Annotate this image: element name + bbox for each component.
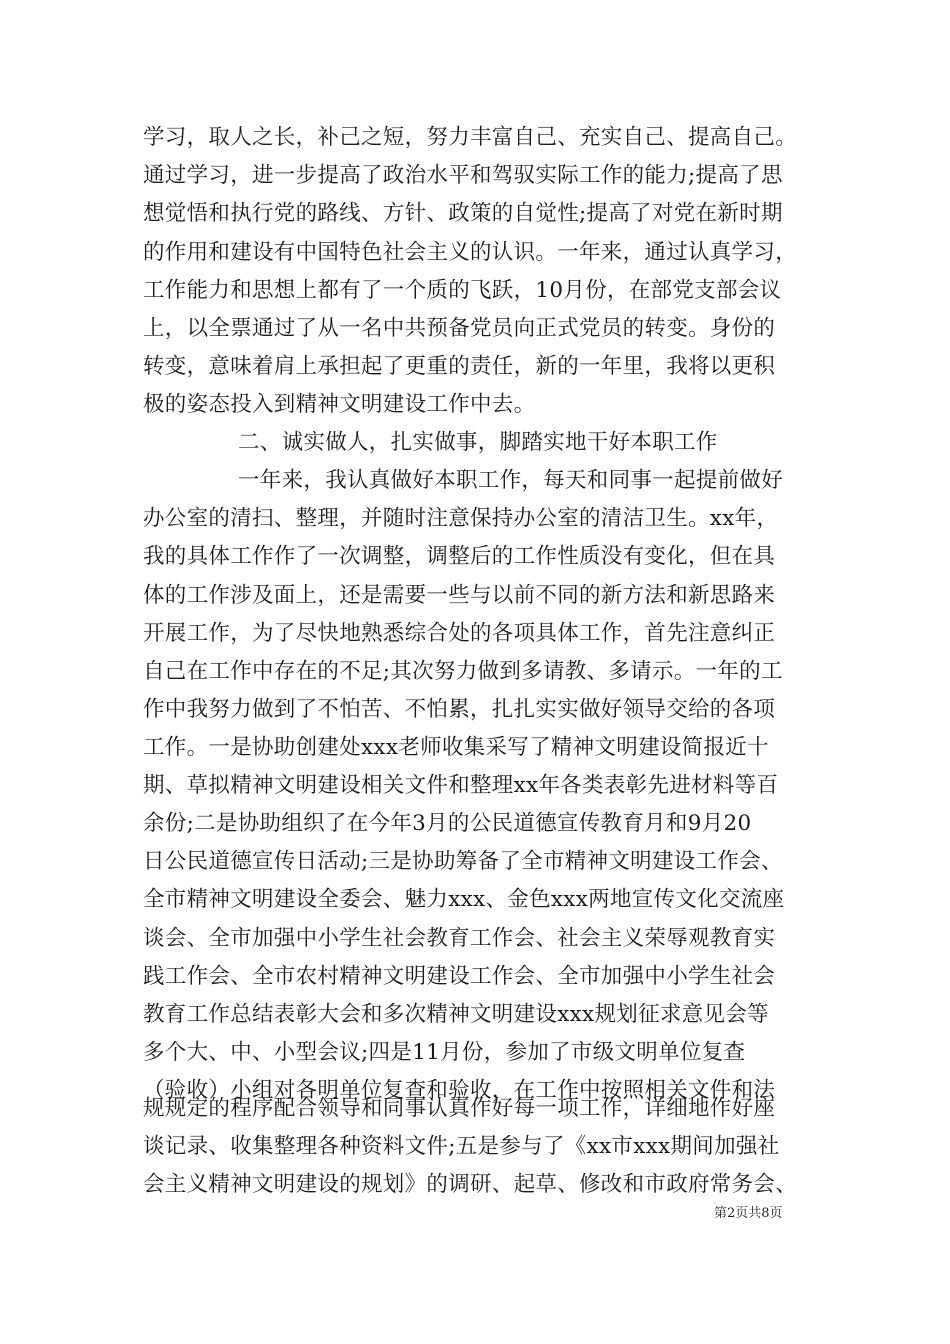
text-line: 通过学习，进一步提高了政治水平和驾驭实际工作的能力;提高了思 — [143, 163, 783, 188]
text-line: 体的工作涉及面上，还是需要一些与以前不同的新方法和新思路来 — [143, 583, 776, 608]
text-line: 上，以全票通过了从一名中共预备党员向正式党员的转变。身份的 — [143, 316, 776, 341]
text-line: 多个大、中、小型会议;四是11月份，参加了市级文明单位复查 — [143, 1040, 746, 1065]
text-line: 期、草拟精神文明建设相关文件和整理xx年各类表彰先进材料等百 — [143, 773, 779, 798]
text-line: （验收）小组对各明单位复查和验收，在工作中按照相关文件和法 — [143, 1078, 776, 1103]
text-line: 办公室的清扫、整理，并随时注意保持办公室的清洁卫生。xx年， — [143, 506, 779, 531]
text-line: 学习，取人之长，补己之短，努力丰富自己、充实自己、提高自己。 — [143, 125, 798, 150]
text-line: 践工作会、全市农村精神文明建设工作会、全市加强中小学生社会 — [143, 964, 776, 989]
text-line: 全市精神文明建设全委会、魅力xxx、金色xxx两地宣传文化交流座 — [143, 887, 785, 912]
text-line: 谈记录、收集整理各种资料文件;五是参与了《xx市xxx期间加强社 — [143, 1134, 780, 1159]
text-line: 想觉悟和执行党的路线、方针、政策的自觉性;提高了对党在新时期 — [143, 201, 783, 226]
text-line: 工作能力和思想上都有了一个质的飞跃，10月份，在部党支部会议 — [143, 278, 782, 303]
text-line: 转变，意味着肩上承担起了更重的责任，新的一年里，我将以更积 — [143, 354, 776, 379]
paragraph-first-line: 一年来，我认真做好本职工作，每天和同事一起提前做好 — [238, 468, 784, 493]
text-line: 谈会、全市加强中小学生社会教育工作会、社会主义荣辱观教育实 — [143, 926, 776, 951]
text-line: 自己在工作中存在的不足;其次努力做到多请教、多请示。一年的工 — [143, 659, 783, 684]
text-line: 教育工作总结表彰大会和多次精神文明建设xxx规划征求意见会等 — [143, 1002, 769, 1027]
text-line: 的作用和建设有中国特色社会主义的认识。一年来，通过认真学习， — [143, 240, 798, 265]
text-line: 日公民道德宣传日活动;三是协助筹备了全市精神文明建设工作会、 — [143, 849, 783, 874]
text-line: 余份;二是协助组织了在今年3月的公民道德宣传教育月和9月20 — [143, 811, 752, 836]
page-number: 第2页共8页 — [714, 1206, 783, 1221]
text-line: 会主义精神文明建设的规划》的调研、起草、修改和市政府常务会、 — [143, 1172, 798, 1197]
text-line: 规规定的程序配合领导和同事认真作好每一项工作，详细地作好座 — [143, 1096, 776, 1121]
section-heading: 二、诚实做人，扎实做事，脚踏实地干好本职工作 — [238, 430, 718, 455]
text-line: 开展工作，为了尽快地熟悉综合处的各项具体工作，首先注意纠正 — [143, 621, 776, 646]
text-line: 极的姿态投入到精神文明建设工作中去。 — [143, 392, 536, 417]
text-line: 作中我努力做到了不怕苦、不怕累，扎扎实实做好领导交给的各项 — [143, 697, 776, 722]
text-line: 我的具体工作作了一次调整，调整后的工作性质没有变化，但在具 — [143, 544, 776, 569]
text-line: 工作。一是协助创建处xxx老师收集采写了精神文明建设简报近十 — [143, 735, 769, 760]
